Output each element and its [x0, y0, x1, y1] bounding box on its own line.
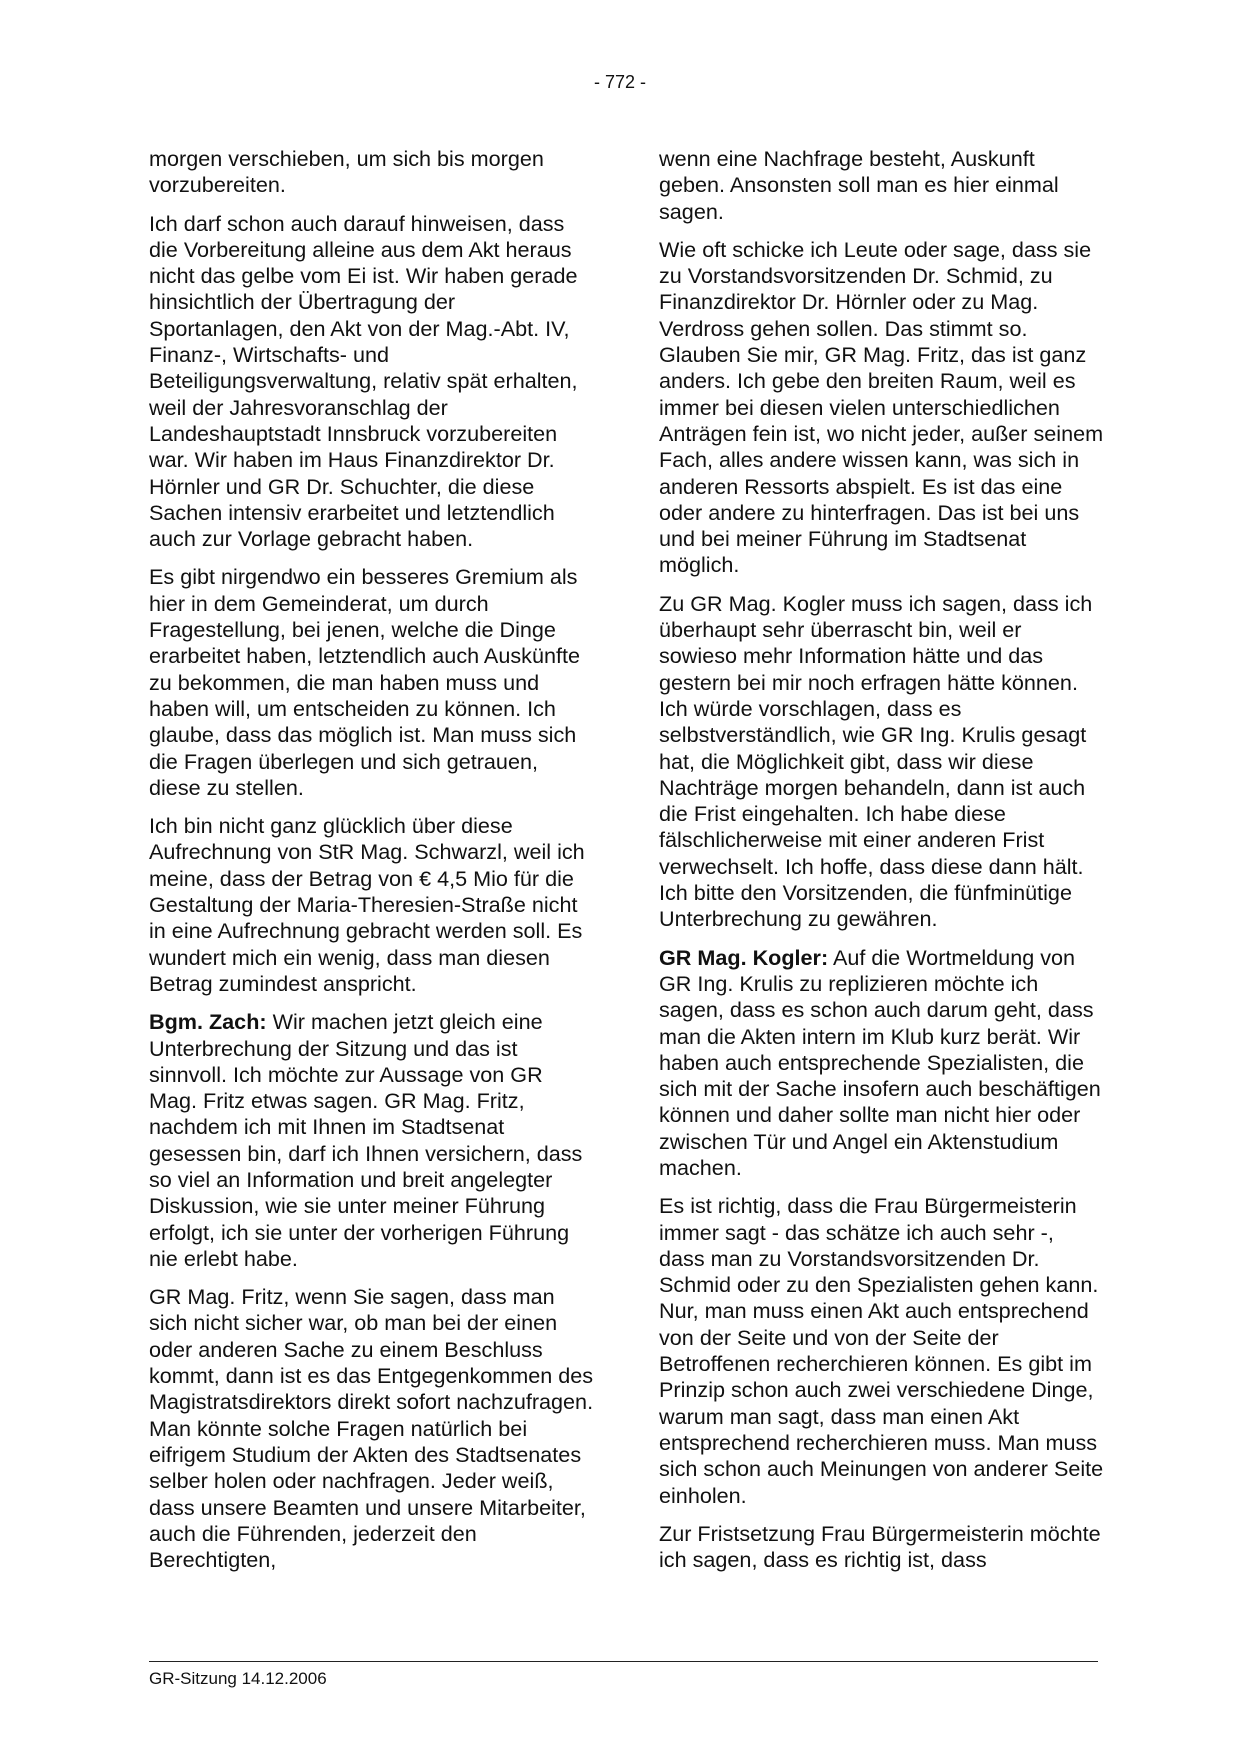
speaker-name: GR Mag. Kogler: — [659, 944, 829, 970]
paragraph-text: Ich bin nicht ganz glücklich über diese Aufrechnung von StR Mag. Schwarzl, weil ich meine, dass der Betrag von € 4,5 Mio für die Gestaltung der Maria-Theresien-Straße nicht in eine Aufrechnung gebracht werden soll. Es wundert mich ein wenig, dass man diesen Betrag zumindest anspricht. — [149, 813, 585, 996]
paragraph-text: Zu GR Mag. Kogler muss ich sagen, dass ich überhaupt sehr überrascht bin, weil er sowieso mehr Information hätte und das gestern bei mir noch erfragen hätte können. Ich würde vorschlagen, dass es selbstverständlich, wie GR Ing. Krulis gesagt hat, die Möglichkeit gibt, dass wir diese Nachträge morgen behandeln, dann ist auch die Frist eingehalten. Ich habe diese fälschlicherweise mit einer anderen Frist verwechselt. Ich hoffe, dass diese dann hält. Ich bitte den Vorsitzenden, die fünfminütige Unterbrechung zu gewähren. — [659, 590, 1093, 932]
speaker-name: Bgm. Zach: — [149, 1009, 267, 1035]
paragraph-text: Zur Fristsetzung Frau Bürgermeisterin möchte ich sagen, dass es richtig ist, dass — [659, 1520, 1101, 1573]
paragraph-text: Wir machen jetzt gleich eine Unterbrechung der Sitzung und das ist sinnvoll. Ich möchte zur Aussage von GR Mag. Fritz etwas sagen. GR Mag. Fritz, nachdem ich mit Ihnen im Stadtsenat gesessen bin, darf ich Ihnen versichern, dass so viel an Information und breit angelegter Diskussion, wie sie unter meiner Führung erfolgt, ich sie unter der vorherigen Führung nie erlebt habe. — [149, 1009, 583, 1271]
paragraph — [149, 1009, 594, 1272]
paragraph-text: Es gibt nirgendwo ein besseres Gremium als hier in dem Gemeinderat, um durch Fragestellung, bei jenen, welche die Dinge erarbeitet haben, letztendlich auch Auskünfte zu bekommen, die man haben muss und haben will, um entscheiden zu können. Ich glaube, dass das möglich ist. Man muss sich die Fragen überlegen und sich getrauen, diese zu stellen. — [149, 564, 580, 800]
paragraph — [149, 564, 594, 801]
paragraph — [149, 211, 594, 553]
paragraph-text: wenn eine Nachfrage besteht, Auskunft geben. Ansonsten soll man es hier einmal sagen. — [659, 146, 1059, 224]
paragraph-text: Ich darf schon auch darauf hinweisen, dass die Vorbereitung alleine aus dem Akt heraus nicht das gelbe vom Ei ist. Wir haben gerade hinsichtlich der Übertragung der Sportanlagen, den Akt von der Mag.-Abt. IV, Finanz-, Wirtschafts- und Beteiligungsverwaltung, relativ spät erhalten, weil der Jahresvoranschlag der Landeshauptstadt Innsbruck vorzubereiten war. Wir haben im Haus Finanzdirektor Dr. Hörnler und GR Dr. Schuchter, die diese Sachen intensiv erarbeitet und letztendlich auch zur Vorlage gebracht haben. — [149, 210, 578, 552]
paragraph — [149, 1284, 594, 1573]
footer-divider — [149, 1661, 1098, 1662]
paragraph-text: Es ist richtig, dass die Frau Bürgermeisterin immer sagt - das schätze ich auch sehr -, dass man zu Vorstandsvorsitzenden Dr. Schmid oder zu den Spezialisten gehen kann. Nur, man muss einen Akt auch entsprechend von der Seite und von der Seite der Betroffenen recherchieren können. Es gibt im Prinzip schon auch zwei verschiedene Dinge, warum man sagt, dass man einen Akt entsprechend recherchieren muss. Man muss sich schon auch Meinungen von anderer Seite einholen. — [659, 1193, 1104, 1508]
footer-text: GR-Sitzung 14.12.2006 — [149, 1669, 327, 1688]
paragraph-text: Wie oft schicke ich Leute oder sage, dass sie zu Vorstandsvorsitzenden Dr. Schmid, zu Finanzdirektor Dr. Hörnler oder zu Mag. Verdross gehen sollen. Das stimmt so. Glauben Sie mir, GR Mag. Fritz, das ist ganz anders. Ich gebe den breiten Raum, weil es immer bei diesen vielen unterschiedlichen Anträgen fein ist, wo nicht jeder, außer seinem Fach, alles andere wissen kann, was sich in anderen Ressorts abspielt. Es ist das eine oder andere zu hinterfragen. Das ist bei uns und bei meiner Führung im Stadtsenat möglich. — [659, 236, 1104, 578]
paragraph — [659, 945, 1104, 1182]
paragraph — [149, 813, 594, 997]
page-number: - 772 - — [593, 72, 647, 92]
left-column — [149, 146, 594, 1585]
paragraph — [149, 146, 594, 199]
paragraph-text: GR Mag. Fritz, wenn Sie sagen, dass man sich nicht sicher war, ob man bei der einen oder anderen Sache zu einem Beschluss kommt, dann ist es das Entgegenkommen des Magistratsdirektors direkt sofort nachzufragen. Man könnte solche Fragen natürlich bei eifrigem Studium der Akten des Stadtsenates selber holen oder nachfragen. Jeder weiß, dass unsere Beamten und unsere Mitarbeiter, auch die Führenden, jederzeit den Berechtigten, — [149, 1284, 594, 1573]
paragraph-text: morgen verschieben, um sich bis morgen vorzubereiten. — [149, 146, 544, 198]
paragraph — [659, 237, 1104, 579]
paragraph — [659, 591, 1104, 933]
paragraph-text: Auf die Wortmeldung von GR Ing. Krulis zu replizieren möchte ich sagen, dass es schon auch darum geht, dass man die Akten intern im Klub kurz berät. Wir haben auch entsprechende Spezialisten, die sich mit der Sache insofern auch beschäftigen können und daher sollte man nicht hier oder zwischen Tür und Angel ein Aktenstudium machen. — [659, 944, 1101, 1180]
right-column — [659, 146, 1104, 1585]
paragraph — [659, 146, 1104, 225]
paragraph — [659, 1521, 1104, 1574]
paragraph — [659, 1193, 1104, 1509]
